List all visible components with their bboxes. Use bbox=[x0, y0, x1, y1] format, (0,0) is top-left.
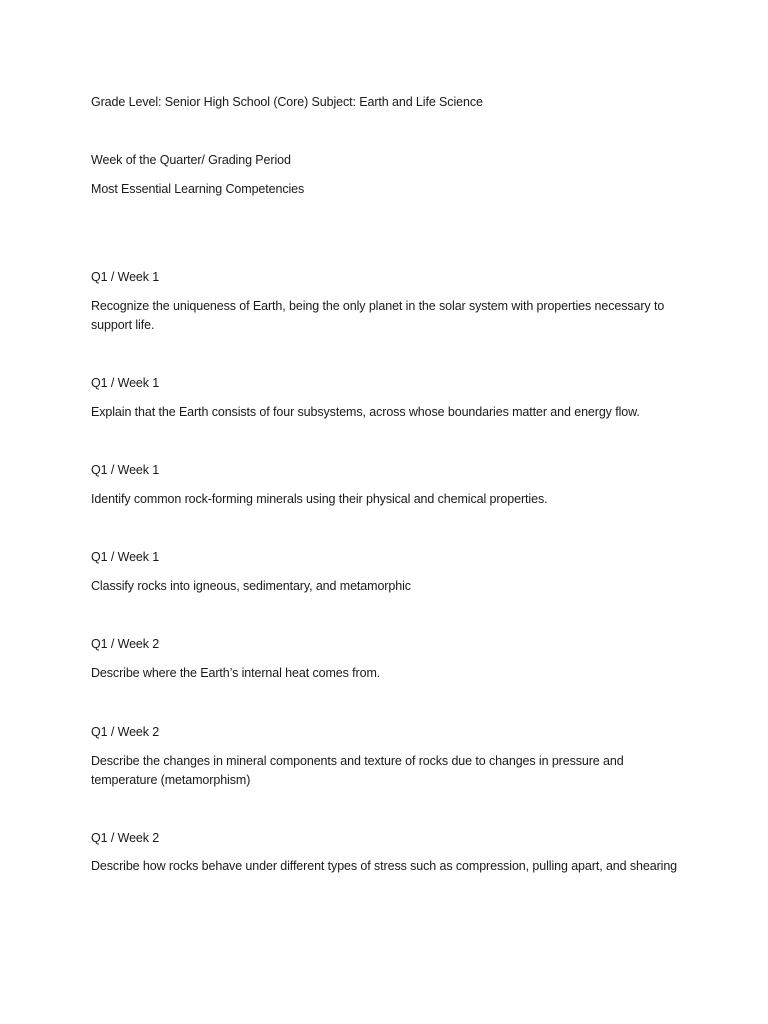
entry-competency: Identify common rock-forming minerals using their physical and chemical properties. bbox=[91, 492, 548, 506]
entry-competency: Describe where the Earth’s internal heat comes from. bbox=[91, 666, 381, 680]
entry-competency: Describe how rocks behave under different types of stress such as compression, pulling apart, and shearing bbox=[91, 859, 678, 873]
entry-week: Q1 / Week 2 bbox=[91, 637, 160, 651]
grade-subject-line: Grade Level: Senior High School (Core) Subject: Earth and Life Science bbox=[91, 95, 483, 109]
entry-week: Q1 / Week 1 bbox=[91, 550, 160, 564]
entry-week: Q1 / Week 1 bbox=[91, 270, 160, 284]
entry-week: Q1 / Week 1 bbox=[91, 463, 160, 477]
entry-competency: Describe the changes in mineral components and texture of rocks due to changes in pressure and temperature (metamorphism) bbox=[91, 754, 624, 787]
entry-week: Q1 / Week 1 bbox=[91, 376, 160, 390]
entry-competency: Recognize the uniqueness of Earth, being the only planet in the solar system with properties necessary to support life. bbox=[91, 299, 665, 332]
entry-week: Q1 / Week 2 bbox=[91, 725, 160, 739]
entry-competency: Classify rocks into igneous, sedimentary, and metamorphic bbox=[91, 579, 411, 593]
entry-week: Q1 / Week 2 bbox=[91, 831, 160, 845]
week-of-quarter-label: Week of the Quarter/ Grading Period bbox=[91, 153, 291, 167]
competencies-label: Most Essential Learning Competencies bbox=[91, 182, 305, 196]
entry-competency: Explain that the Earth consists of four subsystems, across whose boundaries matter and energy flow. bbox=[91, 405, 640, 419]
